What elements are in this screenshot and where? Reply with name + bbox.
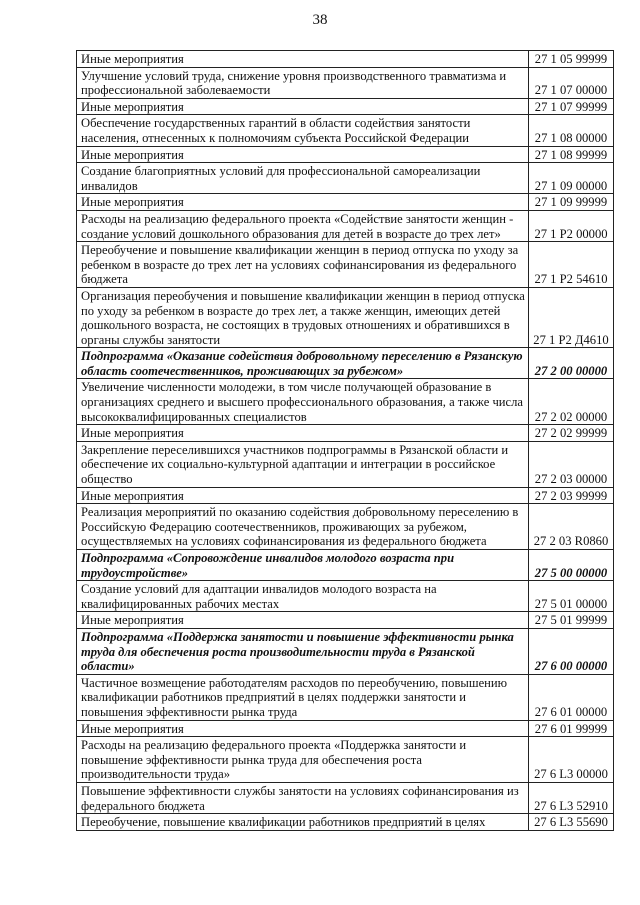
row-code: 27 1 09 00000 — [529, 163, 614, 194]
row-code: 27 1 08 99999 — [529, 146, 614, 163]
table-row — [77, 674, 614, 720]
row-name: Переобучение и повышение квалификации женщин в период отпуска по уходу за ребенком в возрасте до трех лет на условиях софинансирования из федерального бюджета — [77, 242, 529, 288]
table-row — [77, 98, 614, 115]
row-code: 27 5 01 00000 — [529, 581, 614, 612]
table-row — [77, 146, 614, 163]
budget-classification-table — [76, 50, 614, 831]
row-code: 27 6 00 00000 — [529, 628, 614, 674]
row-name: Иные мероприятия — [77, 487, 529, 504]
table-row — [77, 612, 614, 629]
table-row — [77, 720, 614, 737]
row-code: 27 5 01 99999 — [529, 612, 614, 629]
row-code: 27 6 01 00000 — [529, 674, 614, 720]
table-row — [77, 210, 614, 241]
row-code: 27 1 07 00000 — [529, 67, 614, 98]
row-code: 27 2 00 00000 — [529, 348, 614, 379]
table-row — [77, 242, 614, 288]
row-name: Иные мероприятия — [77, 51, 529, 68]
row-code: 27 2 02 00000 — [529, 379, 614, 425]
row-name: Создание благоприятных условий для профессиональной самореализации инвалидов — [77, 163, 529, 194]
row-code: 27 1 08 00000 — [529, 115, 614, 146]
row-code: 27 6 L3 55690 — [529, 814, 614, 831]
row-name: Повышение эффективности службы занятости на условиях софинансирования из федерального бюджета — [77, 782, 529, 813]
table-row — [77, 194, 614, 211]
row-name: Иные мероприятия — [77, 98, 529, 115]
row-name: Расходы на реализацию федерального проекта «Поддержка занятости и повышение эффективности рынка труда для обеспечения роста производительности труда» — [77, 737, 529, 783]
table-row — [77, 782, 614, 813]
row-name: Иные мероприятия — [77, 612, 529, 629]
table-row — [77, 487, 614, 504]
row-name: Частичное возмещение работодателям расходов по переобучению, повышению квалификации работников предприятий в целях поддержки занятости и повышения эффективности рынка труда — [77, 674, 529, 720]
table-row — [77, 581, 614, 612]
table-row — [77, 379, 614, 425]
row-code: 27 6 01 99999 — [529, 720, 614, 737]
row-name: Улучшение условий труда, снижение уровня производственного травматизма и профессиональной заболеваемости — [77, 67, 529, 98]
table-row — [77, 814, 614, 831]
row-name: Увеличение численности молодежи, в том числе получающей образование в организациях среднего и высшего профессионального образования, а также числа высококвалифицированных специалистов — [77, 379, 529, 425]
row-name: Создание условий для адаптации инвалидов молодого возраста на квалифицированных рабочих местах — [77, 581, 529, 612]
row-code: 27 2 03 R0860 — [529, 504, 614, 550]
row-name: Обеспечение государственных гарантий в области содействия занятости населения, отнесенных к полномочиям субъекта Российской Федерации — [77, 115, 529, 146]
table-row — [77, 51, 614, 68]
row-name: Организация переобучения и повышение квалификации женщин в период отпуска по уходу за ребенком в возрасте до трех лет, а также женщин, имеющих детей дошкольного возраста, не состоящих в трудовых отношениях и обратившихся в органы службы занятости — [77, 287, 529, 347]
row-name: Реализация мероприятий по оказанию содействия добровольному переселению в Российскую Федерацию соотечественников, проживающих за рубежом, осуществляемых на условиях софинансирования из федерального бюджета — [77, 504, 529, 550]
row-name: Иные мероприятия — [77, 194, 529, 211]
row-name: Подпрограмма «Сопровождение инвалидов молодого возраста при трудоустройстве» — [77, 550, 529, 581]
subprogram-row — [77, 628, 614, 674]
row-code: 27 6 L3 00000 — [529, 737, 614, 783]
table-row — [77, 441, 614, 487]
row-code: 27 1 09 99999 — [529, 194, 614, 211]
subprogram-row — [77, 348, 614, 379]
row-code: 27 2 02 99999 — [529, 425, 614, 442]
row-code: 27 5 00 00000 — [529, 550, 614, 581]
table-row — [77, 163, 614, 194]
row-code: 27 6 L3 52910 — [529, 782, 614, 813]
table-row — [77, 737, 614, 783]
row-name: Иные мероприятия — [77, 146, 529, 163]
row-code: 27 1 05 99999 — [529, 51, 614, 68]
row-name: Закрепление переселившихся участников подпрограммы в Рязанской области и обеспечение их социально-культурной адаптации и интеграции в российское общество — [77, 441, 529, 487]
row-name: Иные мероприятия — [77, 425, 529, 442]
row-code: 27 2 03 00000 — [529, 441, 614, 487]
row-code: 27 1 07 99999 — [529, 98, 614, 115]
row-name: Переобучение, повышение квалификации работников предприятий в целях — [77, 814, 529, 831]
table-row — [77, 115, 614, 146]
table-body — [77, 51, 614, 831]
table-row — [77, 67, 614, 98]
row-name: Подпрограмма «Поддержка занятости и повышение эффективности рынка труда для обеспечения роста производительности труда в Рязанской области» — [77, 628, 529, 674]
row-name: Иные мероприятия — [77, 720, 529, 737]
table-row — [77, 425, 614, 442]
row-code: 27 2 03 99999 — [529, 487, 614, 504]
table-row — [77, 504, 614, 550]
row-name: Расходы на реализацию федерального проекта «Содействие занятости женщин - создание условий дошкольного образования для детей в возрасте до трех лет» — [77, 210, 529, 241]
row-code: 27 1 P2 Д4610 — [529, 287, 614, 347]
row-name: Подпрограмма «Оказание содействия добровольному переселению в Рязанскую область соотечественников, проживающих за рубежом» — [77, 348, 529, 379]
table-row — [77, 287, 614, 347]
row-code: 27 1 P2 00000 — [529, 210, 614, 241]
row-code: 27 1 P2 54610 — [529, 242, 614, 288]
page-number: 38 — [312, 12, 328, 28]
subprogram-row — [77, 550, 614, 581]
